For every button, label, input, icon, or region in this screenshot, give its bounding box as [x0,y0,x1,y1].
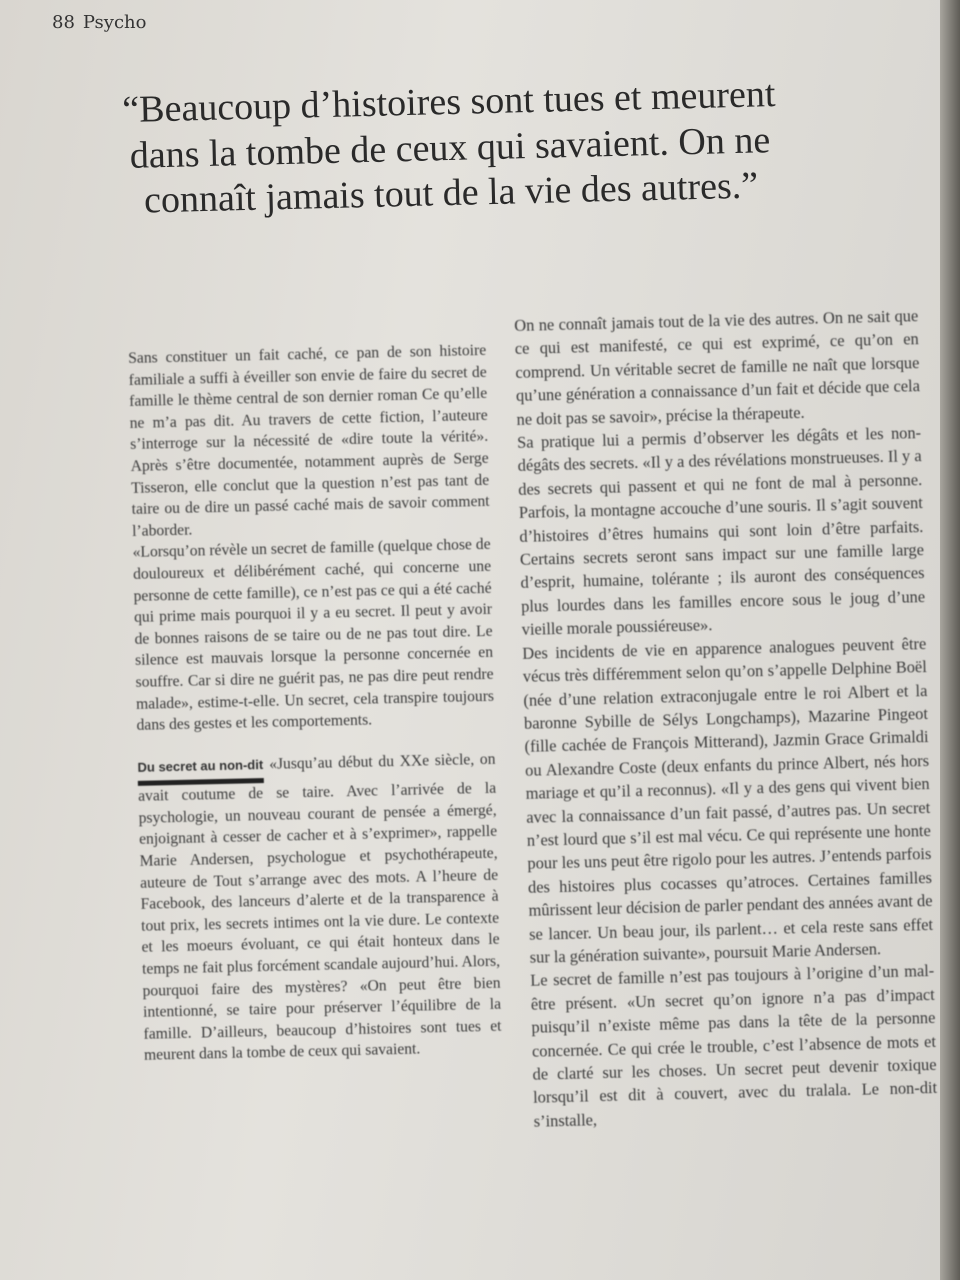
page-number: 88 [52,12,75,33]
paragraph: Des incidents de vie en apparence analogues peuvent être vécus très différemment selon qu’on s’appelle Delphine Boël (née d’une relation extraconjugale entre le roi Albert et la baronne Sybille de Sélys Longchamps), Mazarine Pingeot (fille cachée de François Mitterand), Jazmin Grace Grimaldi ou Alexandre Coste (deux enfants du prince Albert, nés hors mariage et qu’il a reconnus). «Il y a des gens qui vivent bien avec la connaissance d’un fait passé, d’autres pas. Un secret n’est lourd que s’il est mal vécu. Ce qui représente une honte pour les uns peut être rigolo pour les autres. J’entends parfois des histoires plus cocasses qu’atroces. Certaines familles mûrissent leur décision de parler pendant des années avant de se lancer. Un beau jour, ils parlent… et cela reste sans effet sur la génération suivante», poursuit Marie Andersen. [522,633,934,967]
pull-quote: “Beaucoup d’histoires sont tues et meurent dans la tombe de ceux qui savaient. On ne connaît jamais tout de la vie des autres.” [121,73,776,222]
section-subhead: Du secret au non-dit [137,754,263,786]
paragraph: «Lorsqu’on révèle un secret de famille (quelque chose de douloureux et délibérément caché, qui concerne une personne de cette famille), ce n’est pas ce qui a été caché qui prime mais pourquoi il y a eu secret. Il peut y avoir de bonnes raisons de se taire ou de ne pas tout dire. Le silence est mauvais lorsque la personne concernée en souffre. Car si dire ne guérit pas, ne pas dire peut rendre malade», estime-t-elle. Un secret, cela transpire toujours dans des gestes et les comportements. [132,536,495,734]
left-column [128,340,502,1067]
paragraph: Sa pratique lui a permis d’observer les dégâts et les non-dégâts des secrets. «Il y a des révélations monstrueuses. Il y a des secrets qui passent et qui ne font de mal à personne. Parfois, la montagne accouche d’une souris. Il s’agit souvent d’histoires d’êtres humains qui sont loin d’être parfaits. Certains secrets seront sans impact sur une famille large d’esprit, humaine, tolérante ; ils auront des conséquences plus lourdes dans les familles encore sous le joug d’une vieille morale poussiéreuse». [516,423,926,640]
paragraph: Sans constituer un fait caché, ce pan de son histoire familiale a suffi à éveiller son envie de faire du secret de famille le thème central de son dernier roman Ce qu’elle ne m’a pas dit. Au travers de cette fiction, l’auteure s’interroge sur la nécessité de «dire toute la vérité». Après s’être documentée, notamment auprès de Serge Tisseron, elle conclut que la question n’est pas tant de taire ou de dire un passé caché mais de savoir comment l’aborder. [128,341,490,540]
section-name: Psycho [82,12,147,33]
paragraph-text: «Jusqu’au début du XXe siècle, on avait coutume de se taire. Avec l’arrivée de la psychologie, un nouveau courant de pensée a émergé, enjoignant à cesser de cacher et à s’exprimer», rappelle Marie Andersen, psychologue et psychothérapeute, auteure de Tout s’arrange avec des mots. A l’heure de Facebook, des lanceurs d’alerte et de la transparence à tout prix, les secrets intimes ont la vie dure. Le contexte et les moeurs évoluant, ce qui était honteux dans le temps ne fait plus forcément scandale aujourd’hui. Alors, pourquoi faire des mystères? «On peut être bien intentionné, se taire pour préserver l’équilibre de la famille. D’ailleurs, beaucoup d’histoires sont tues et meurent dans la tombe de ceux qui savaient. [137,750,502,1065]
section-paragraph [137,748,502,1066]
page-header [52,12,146,33]
right-column [514,304,938,1133]
page-edge [940,0,960,1280]
paragraph: On ne connaît jamais tout de la vie des autres. On ne sait que ce qui est manifesté, ce qui est exprimé, ce qu’on en comprend. Un véritable secret de famille ne naît que lorsque qu’une génération a connaissance d’un fait et décide que cela ne doit pas se savoir», précise la thérapeute. [514,306,921,429]
paragraph: Le secret de famille n’est pas toujours à l’origine d’un mal-être présent. «Un secret qu’on ignore n’a pas d’impact puisqu’il n’existe même pas dans la tête de la personne concernée. Ce qui crée le trouble, c’est l’absence de mots et de clarté sur les choses. Un secret peut devenir toxique lorsqu’il est dit à couvert, avec du tralala. Le non-dit s’installe, [530,961,938,1131]
